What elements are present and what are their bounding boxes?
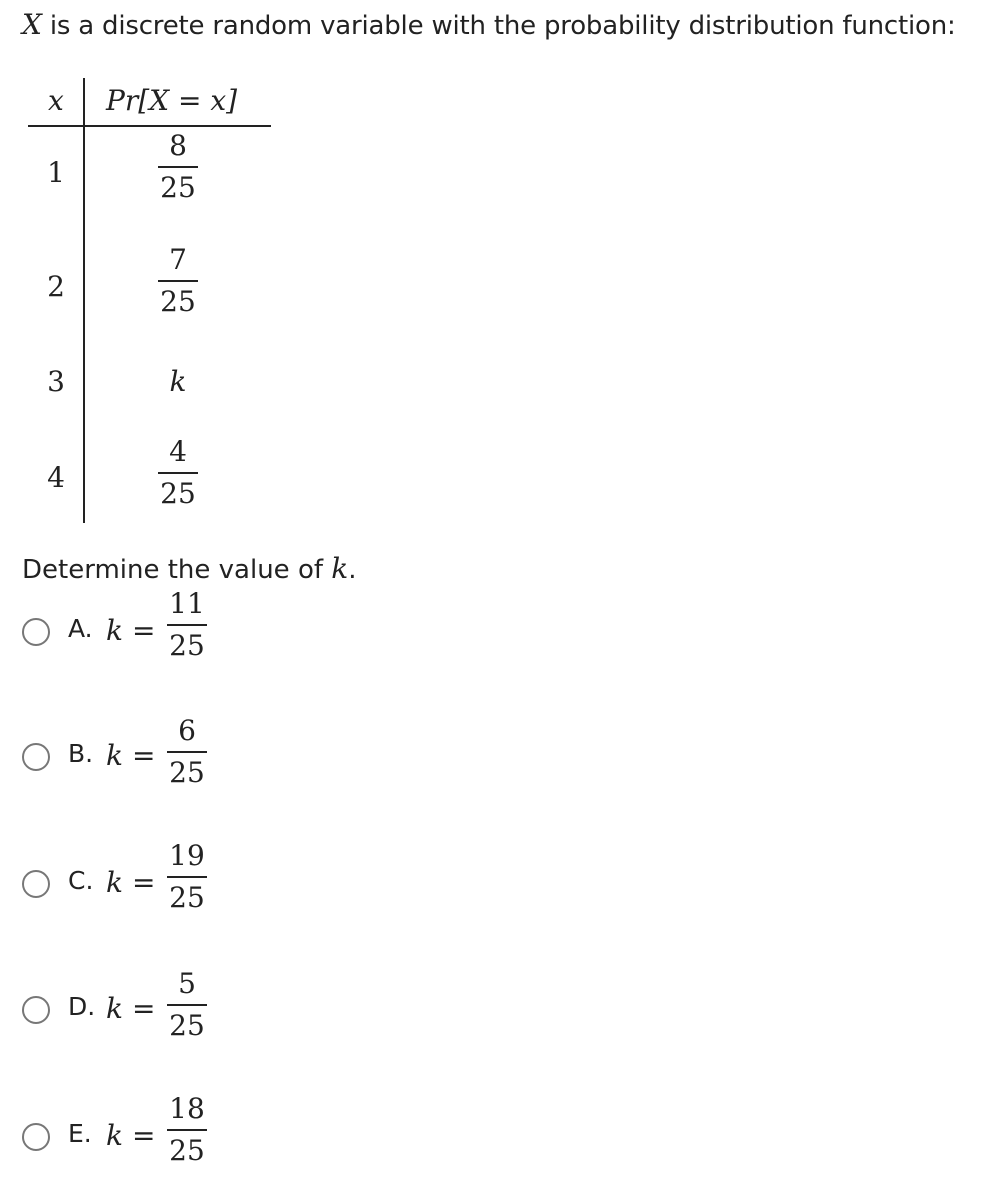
row-4-x: 4 xyxy=(47,461,65,494)
option-e-numerator: 18 xyxy=(169,1092,205,1125)
row-4-numerator: 4 xyxy=(169,435,187,468)
fraction-bar xyxy=(167,751,207,753)
option-d-numerator: 5 xyxy=(178,967,196,1000)
question-period: . xyxy=(348,555,357,585)
row-3-probability: k xyxy=(169,365,187,398)
option-e-fraction xyxy=(162,1093,212,1167)
option-b-numerator: 6 xyxy=(178,714,196,747)
radio-button-d[interactable] xyxy=(22,996,50,1024)
fraction-bar xyxy=(167,876,207,878)
answer-option-d[interactable] xyxy=(22,968,422,1068)
question-prompt: Determine the value of xyxy=(22,555,324,585)
option-d-denominator: 25 xyxy=(169,1009,205,1042)
option-b-fraction xyxy=(162,715,212,789)
radio-button-b[interactable] xyxy=(22,743,50,771)
row-2-x: 2 xyxy=(47,270,65,303)
option-d-label: D. xyxy=(68,992,96,1021)
row-2-numerator: 7 xyxy=(169,243,187,276)
option-a-fraction xyxy=(162,588,212,662)
option-d-variable: k xyxy=(106,992,123,1025)
option-a-denominator: 25 xyxy=(169,629,205,662)
option-d-fraction xyxy=(162,968,212,1042)
option-e-label: E. xyxy=(68,1119,92,1148)
option-b-label: B. xyxy=(68,739,94,768)
row-3-x: 3 xyxy=(47,365,65,398)
option-d-equals: = xyxy=(132,992,156,1025)
row-2-probability xyxy=(148,244,208,318)
header-probability: Pr[X = x] xyxy=(106,84,238,117)
option-c-equals: = xyxy=(132,866,156,899)
option-c-numerator: 19 xyxy=(169,839,205,872)
option-b-variable: k xyxy=(106,739,123,772)
option-a-equals: = xyxy=(132,614,156,647)
distribution-table xyxy=(28,78,273,523)
answer-option-a[interactable] xyxy=(22,588,422,688)
fraction-bar xyxy=(167,624,207,626)
radio-button-e[interactable] xyxy=(22,1123,50,1151)
question-text xyxy=(22,552,357,585)
row-1-numerator: 8 xyxy=(169,129,187,162)
option-c-variable: k xyxy=(106,866,123,899)
fraction-bar xyxy=(167,1129,207,1131)
table-header-divider xyxy=(28,125,271,127)
fraction-bar xyxy=(158,472,198,474)
answer-option-e[interactable] xyxy=(22,1093,422,1193)
header-x: x xyxy=(48,84,64,117)
row-2-denominator: 25 xyxy=(160,285,196,318)
option-a-label: A. xyxy=(68,614,93,643)
row-4-denominator: 25 xyxy=(160,477,196,510)
answer-option-c[interactable] xyxy=(22,840,422,940)
option-e-variable: k xyxy=(106,1119,123,1152)
row-4-probability xyxy=(148,436,208,510)
problem-statement-text: is a discrete random variable with the probability distribution function: xyxy=(49,11,956,41)
problem-statement xyxy=(22,8,956,41)
fraction-bar xyxy=(167,1004,207,1006)
option-c-denominator: 25 xyxy=(169,881,205,914)
radio-button-c[interactable] xyxy=(22,870,50,898)
option-b-equals: = xyxy=(132,739,156,772)
answer-option-b[interactable] xyxy=(22,715,422,815)
option-e-equals: = xyxy=(132,1119,156,1152)
fraction-bar xyxy=(158,166,198,168)
question-variable: k xyxy=(331,552,349,585)
fraction-bar xyxy=(158,280,198,282)
option-e-denominator: 25 xyxy=(169,1134,205,1167)
row-1-x: 1 xyxy=(47,156,65,189)
row-1-denominator: 25 xyxy=(160,171,196,204)
row-1-probability xyxy=(148,130,208,204)
option-c-label: C. xyxy=(68,866,94,895)
radio-button-a[interactable] xyxy=(22,618,50,646)
option-b-denominator: 25 xyxy=(169,756,205,789)
variable-X: X xyxy=(22,8,42,41)
option-a-variable: k xyxy=(106,614,123,647)
option-a-numerator: 11 xyxy=(169,587,205,620)
option-c-fraction xyxy=(162,840,212,914)
